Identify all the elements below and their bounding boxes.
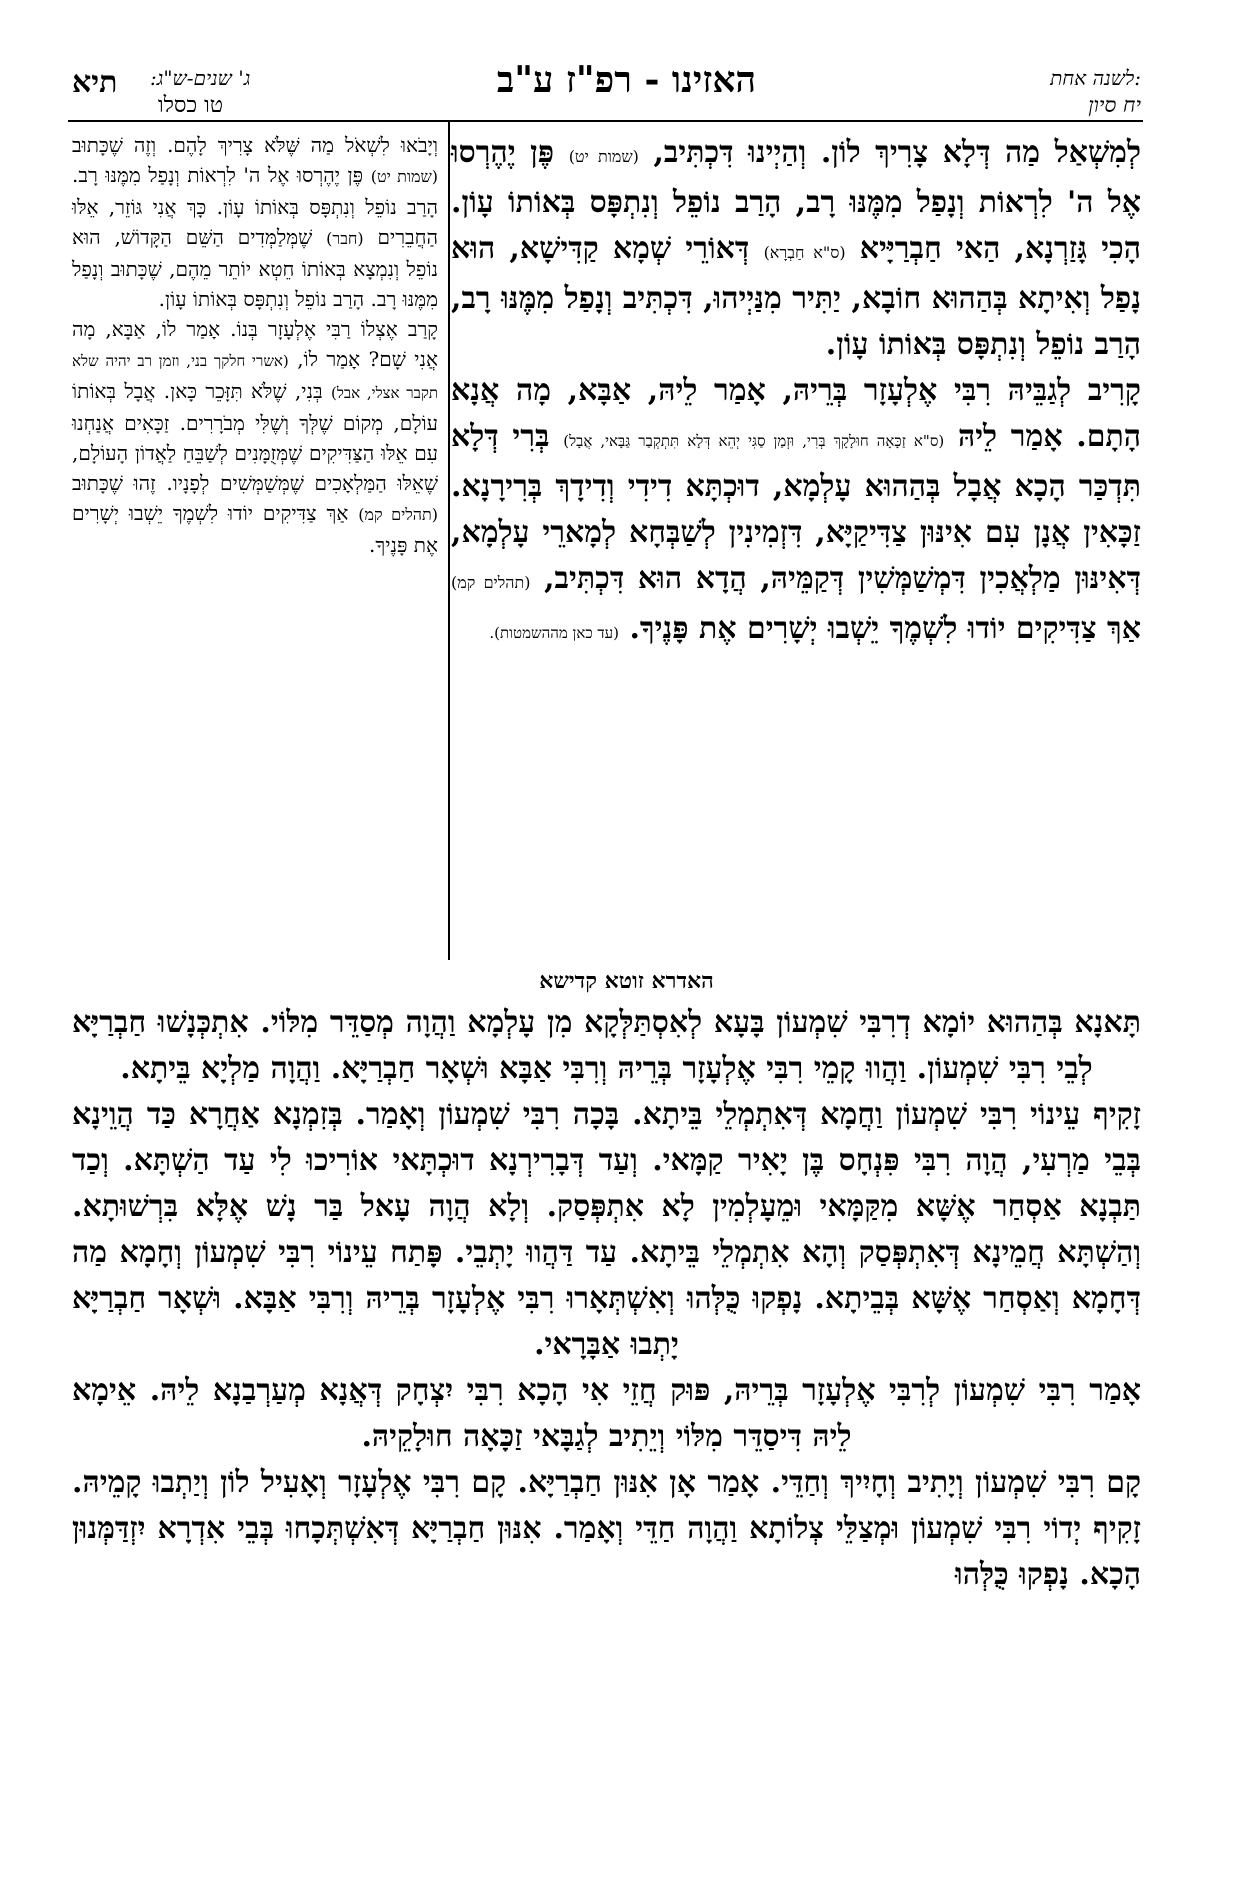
verse-reference: (תהלים קמ) <box>358 505 438 524</box>
idra-zuta-text <box>72 1000 1141 1598</box>
side-paragraph-1 <box>72 130 438 314</box>
main-text: אַךְ צַדִּיקִים יוֹדוּ לִשְׁמֶךָ יֵשְׁבוּ יְשָׁרִים אֶת פָּנֶיךָ. <box>629 611 1141 646</box>
side-paragraph-2 <box>72 314 438 560</box>
study-date-one-year: יח סיון <box>1088 93 1141 117</box>
side-text: אַךְ צַדִּיקִים יוֹדוּ לִשְׁמֶךָ יֵשְׁבוּ יְשָׁרִים אֶת פָּנֶיךָ. <box>72 501 438 557</box>
main-text: בְּרִי דְּלָא תִּדְכַּר הָכָא אֲבָל בְּהַהוּא עָלְמָא, דוּכְתָּא דִידִי וְדִידָךְ בְּרִירָנָא. זַכָּאִין אֲנָן עִם אִינּוּן צַדִּיקַיָּא, דִּזְמִינִין לְשַׁבְּחָא לְמָארֵי עָלְמָא, דְּאִינּוּן מַלְאֲכִין דִּמְשַׁמְּשִׁין דְּקַמֵּיהּ, הֲדָא הוּא דִּכְתִּיב, <box>451 419 1141 596</box>
aramaic-text-column <box>451 130 1141 656</box>
page-title: האזינו - רפ"ז ע"ב <box>496 59 757 101</box>
main-text: קָרִיב לְגַבֵּיהּ רִבִּי אֶלְעָזָר בְּרֵיהּ, אָמַר לֵיהּ, אַבָּא, מָה אֲנָא הָתָם. אָמַר לֵיהּ <box>451 373 1142 454</box>
main-paragraph-2 <box>451 368 1141 656</box>
main-paragraph-1 <box>451 130 1141 368</box>
verse-reference: (שמות יט) <box>370 167 439 186</box>
variant-note: (ס"א זַכָּאָה חוּלָקָךְ בְּרִי, וּזְמַן סַגִּי יְהֵא דְּלָא תִּתְקְבַר גַּבָּאי, אֲבָל) <box>563 432 945 450</box>
side-text: שֶׁמְּלַמְּדִים הַשֵּׁם הַקָּדוֹשׁ, הוּא נוֹפֵל וְנִמְצָא בְּאוֹתוֹ חֵטְא יוֹתֵר מֵהֶם, שֶׁכָּתוּב וְנָפַל מִמֶּנּוּ רָב. הָרַב נוֹפֵל וְנִתְפָּס בְּאוֹתוֹ עָוֹן. <box>72 225 438 311</box>
side-text: בְּנִי, שֶׁלֹּא תִּזָּכֵר כָּאן. אֲבָל בְּאוֹתוֹ עוֹלָם, מְקוֹם שֶׁלְּךָ וְשֶׁלִּי מְבֹרָרִים. זַכָּאִים אֲנַחְנוּ עִם אֵלּוּ הַצַּדִּיקִים שֶׁמְּזֻמָּנִים לְשַׁבֵּחַ לַאֲדוֹן הָעוֹלָם, שֶׁאֵלּוּ הַמַּלְאָכִים שֶׁמְּשַׁמְּשִׁים לְפָנָיו. זֶהוּ שֶׁכָּתוּב <box>72 379 438 495</box>
side-text: וְיָבֹאוּ לִשְׁאֹל מַה שֶּׁלֹּא צָרִיךְ לָהֶם. וְזֶה שֶׁכָּתוּב <box>72 133 438 157</box>
variant-note: (חבר) <box>326 229 364 248</box>
variant-note: (אשרי חלקך בני, וזמן רב יהיה שלא תקבר אצלי, אבל) <box>72 352 438 402</box>
main-text: דְּאוֹרֵי שְׁמָא קַדִּישָׁא, הוּא נָפַל וְאִיתָא בְּהַהוּא חוֹבָא, יַתִּיר מִנַּיְיהוּ, דִּכְתִּיב וְנָפַל מִמֶּנּוּ רָב, הָרַב נוֹפֵל וְנִתְפָּס בְּאוֹתוֹ עָוֹן. <box>451 231 1141 362</box>
variant-note: (ס"א חַבְרָא) <box>763 243 846 262</box>
column-divider <box>448 122 450 960</box>
main-text: לְמִשְׁאַל מַה דְּלָא צָרִיךְ לוֹן. וְהַיְינוּ דִּכְתִּיב, <box>653 135 1141 170</box>
end-omission-note: (עד כאן מההשמטות). <box>489 624 619 642</box>
bottom-paragraph-3: אָמַר רִבִּי שִׁמְעוֹן לְרִבִּי אֶלְעָזָר בְּרֵיהּ, פּוּק חֲזֵי אִי הָכָא רִבִּי יִצְחָק דְּאֲנָא מְעַרְבַנָא לֵיהּ. אֵימָא לֵיהּ דִּיסַדֵּר מִלּוֹי וְיֵתִיב לְגַבָּאי זַכָּאָה חוּלָקֵיהּ. <box>72 1373 1141 1454</box>
verse-reference: (תהלים קמ) <box>451 573 531 592</box>
bottom-paragraph-2: זָקִיף עֵינוֹי רִבִּי שִׁמְעוֹן וַחֲמָא דְּאִתְמְלֵי בֵּיתָא. בָּכָה רִבִּי שִׁמְעוֹן וְאָמַר. בְּזִמְנָא אַחֲרָא כַּד הֲוֵינָא בְּבֵי מַרְעִי, הֲוָה רִבִּי פִּנְחָס בֶּן יָאִיר קַמָּאי. וְעַד דְּבָרִירְנָא דוּכְתָּאי אוֹרִיכוּ לִי עַד הַשְׁתָּא. וְכַד תַּבְנָא אַסְחַר אֶשָּׁא מִקַּמָּאי וּמֵעָלְמִין לָא אִתְפְּסַק. וְלָא הֲוָה עָאל בַּר נָשׁ אֶלָּא בִּרְשׁוּתָא. וְהַשְׁתָּא חֲמֵינָא דְּאִתְפְּסַק וְהָא אִתְמְלֵי בֵּיתָא. עַד דַּהֲווּ יָתְבֵי. פָּתַח עֵינוֹי רִבִּי שִׁמְעוֹן וְחָמָא מַה דְּחָמָא וְאַסְחַר אֶשָּׁא בְּבֵיתָא. נָפְקוּ כֻּלְּהוּ וְאִשְׁתְּאָרוּ רִבִּי אֶלְעָזָר בְּרֵיהּ וְרִבִּי אַבָּא. וּשְׁאָר חַבְרַיָּא יָתְבוּ אַבָּרָאי. <box>72 1097 1141 1362</box>
study-date-three-years: טו כסלו <box>158 93 224 118</box>
hebrew-translation-column <box>72 130 438 560</box>
main-text: פֶּן יֶהֶרְסוּ אֶל ה' לִרְאוֹת וְנָפַל מִמֶּנּוּ רָב, הָרַב נוֹפֵל וְנִתְפָּס בְּאוֹתוֹ עָוֹן. הָכִי גָּזַרְנָא, הַאי חַבְרַיָּיא <box>451 135 1141 266</box>
bottom-paragraph-1: תָּאנָא בְּהַהוּא יוֹמָא דְרִבִּי שִׁמְעוֹן בָּעָא לְאִסְתַּלְּקָא מִן עָלְמָא וַהֲוָה מְסַדֵּר מִלּוֹי. אִתְכְּנָשׁוּ חַבְרַיָּא לְבֵי רִבִּי שִׁמְעוֹן. וַהֲווּ קָמֵי רִבִּי אֶלְעָזָר בְּרֵיהּ וְרִבִּי אַבָּא וּשְׁאָר חַבְרַיָּא. וַהֲוָה מַלְיָא בֵּיתָא. <box>72 1005 1141 1086</box>
side-text: קָרַב אֶצְלוֹ רַבִּי אֶלְעָזָר בְּנוֹ. אָמַר לוֹ, אַבָּא, מָה אֲנִי שָׁם? אָמַר לוֹ, <box>72 317 439 371</box>
study-schedule-three-years: ג' שנים-ש"ג: <box>150 66 251 90</box>
bottom-paragraph-4: קָם רִבִּי שִׁמְעוֹן וְיָתִיב וְחָיִיךְ וְחַדֵּי. אָמַר אָן אִנּוּן חַבְרַיָּא. קָם רִבִּי אֶלְעָזָר וְאָעִיל לוֹן וְיַתְבוּ קָמֵיהּ. זָקִיף יְדוֹי רִבִּי שִׁמְעוֹן וּמְצַלֵּי צְלוֹתָא וַהֲוָה חַדֵּי וְאָמַר. אִנּוּן חַבְרַיָּא דְּאִשְׁתְּכָחוּ בְּבֵי אִדְרָא יִזְדַּמְּנוּן הָכָא. נָפְקוּ כֻּלְּהוּ <box>72 1465 1141 1592</box>
side-text: פֶּן יֶהֶרְסוּ אֶל ה' לִרְאוֹת וְנָפַל מִמֶּנּוּ רָב. הָרַב נוֹפֵל וְנִתְפָּס בְּאוֹתוֹ עָוֹן. כָּךְ אֲנִי גּוֹזֵר, אֵלּוּ הַחֲבֵרִים <box>72 163 438 249</box>
study-schedule-one-year: לשנה אחת: <box>1050 66 1141 90</box>
verse-reference: (שמות יט) <box>568 147 639 166</box>
header-divider <box>68 120 1143 122</box>
page-number: תיא <box>72 65 118 100</box>
section-heading: האדרא זוטא קדישא <box>539 968 714 994</box>
